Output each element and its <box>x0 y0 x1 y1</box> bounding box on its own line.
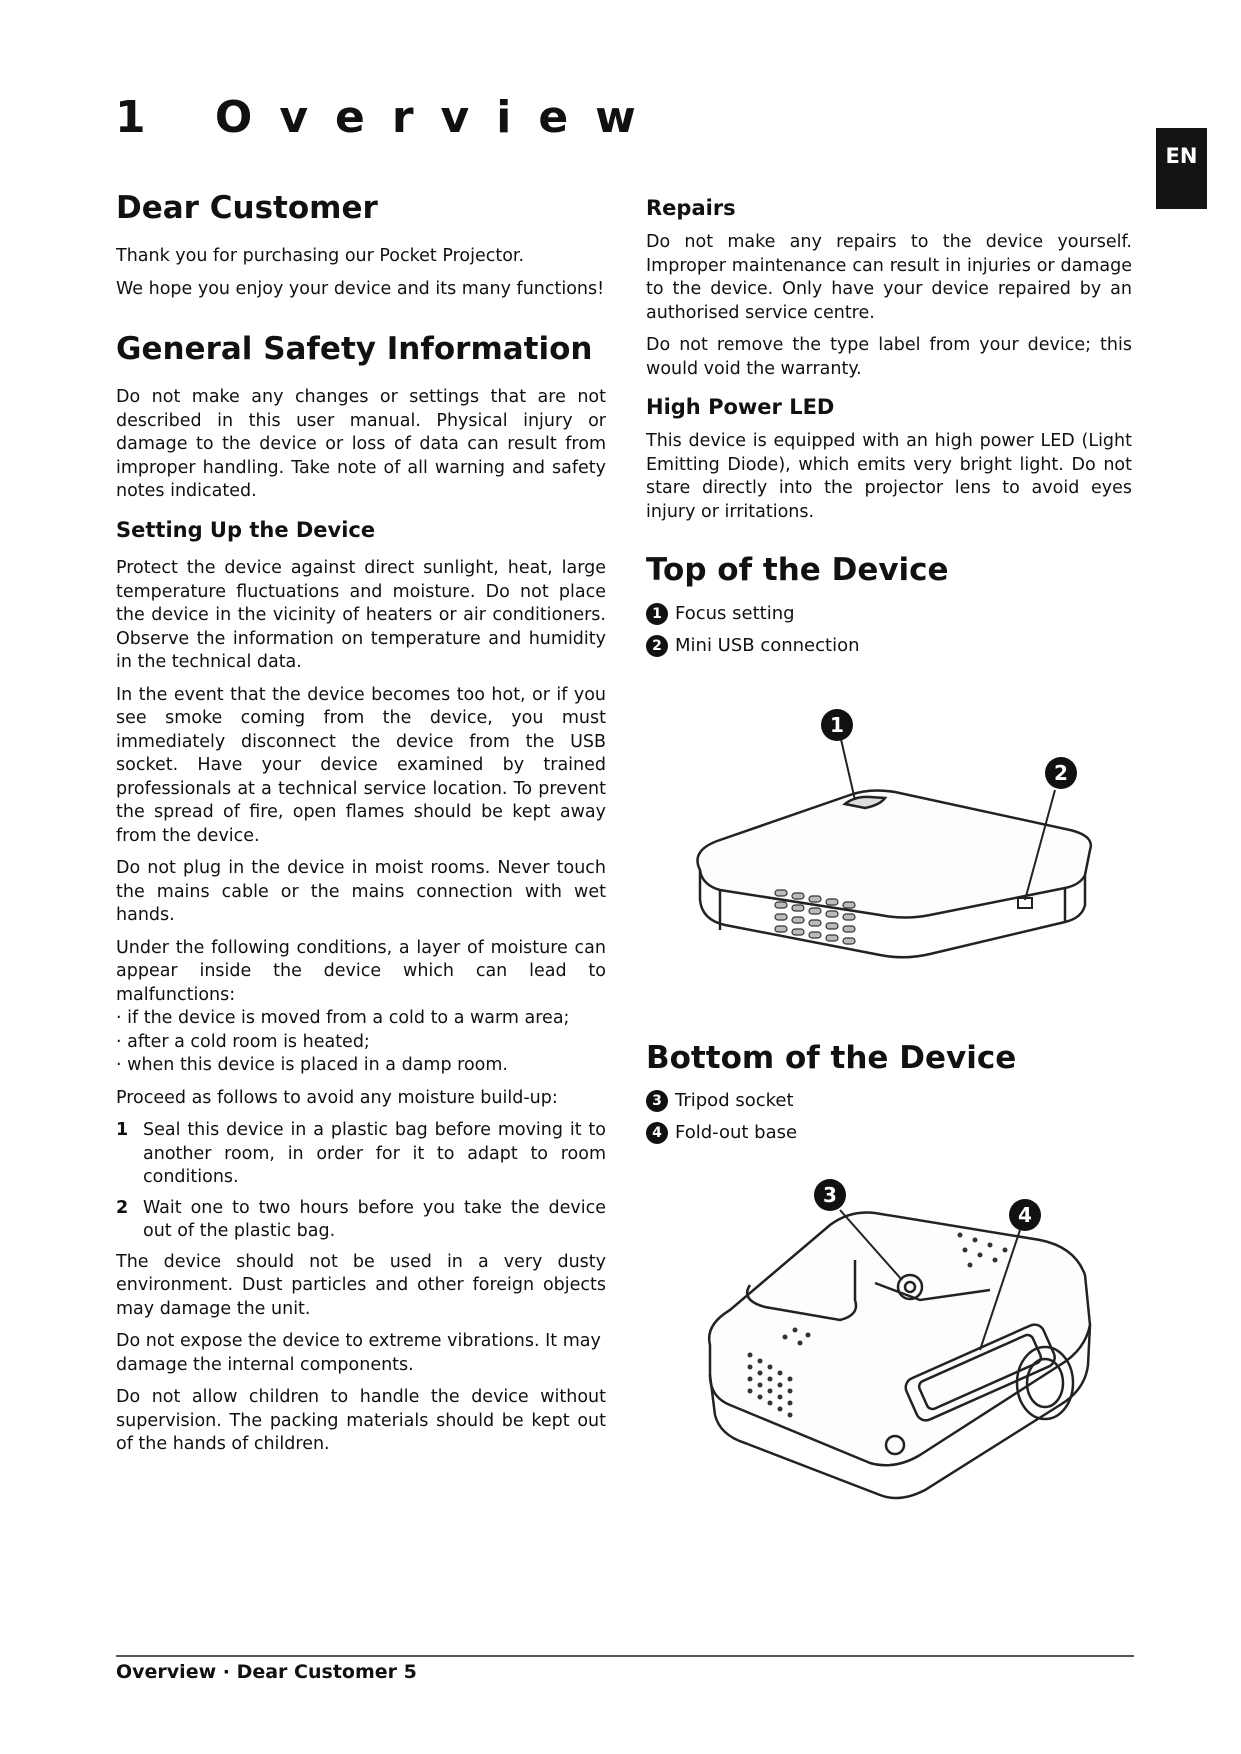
list-item: · if the device is moved from a cold to a warm area; <box>116 1008 570 1029</box>
setup-text-3: Do not plug in the device in moist rooms. Never touch the mains cable or the mains connection with wet hands. <box>116 858 606 926</box>
legend-label: Focus setting <box>675 602 795 624</box>
repairs-heading: Repairs <box>646 196 736 220</box>
callout-4-label: 4 <box>1018 1203 1032 1227</box>
bottom-of-device-illustration <box>690 1165 1100 1505</box>
top-device-heading: Top of the Device <box>646 552 949 589</box>
legend-label: Tripod socket <box>675 1090 794 1112</box>
setup-text-6: The device should not be used in a very dusty environment. Dust particles and other foreign objects may damage the unit. <box>116 1251 606 1319</box>
legend-label: Fold-out base <box>675 1122 798 1144</box>
callout-1-label: 1 <box>830 713 844 737</box>
language-tab: EN <box>1156 128 1207 209</box>
legend-item-usb <box>646 634 1132 658</box>
led-text: This device is equipped with an high power LED (Light Emitting Diode), which emits very bright light. Do not stare directly into the projector lens to avoid eyes injury or irritations. <box>646 431 1132 522</box>
list-item: · after a cold room is heated; <box>116 1031 370 1052</box>
setup-text-2: In the event that the device becomes too hot, or if you see smoke coming from the device, you must immediately disconnect the device from the USB socket. Have your device examined by trained professionals at a technical service location. To prevent the spread of fire, open flames should be kept away from the device. <box>116 684 606 846</box>
callout-badge: 2 <box>646 635 668 657</box>
footer-divider <box>116 1655 1134 1657</box>
setup-text-4: Under the following conditions, a layer of moisture can appear inside the device which can lead to malfunctions: <box>116 937 606 1005</box>
callout-3-label: 3 <box>823 1183 837 1207</box>
top-of-device-illustration <box>680 700 1100 1000</box>
legend-item-base <box>646 1121 1132 1145</box>
dear-customer-heading: Dear Customer <box>116 190 378 226</box>
step-number: 1 <box>116 1120 129 1141</box>
list-item: · when this device is placed in a damp room. <box>116 1055 508 1076</box>
step-text: Wait one to two hours before you take the device out of the plastic bag. <box>143 1197 606 1242</box>
chapter-title: 1 Overview <box>115 92 663 143</box>
setup-text-7: Do not expose the device to extreme vibrations. It may damage the internal components. <box>116 1331 601 1375</box>
moisture-conditions-list <box>116 1007 606 1078</box>
step-item <box>116 1119 606 1190</box>
callout-badge: 3 <box>646 1090 668 1112</box>
repairs-text-2: Do not remove the type label from your device; this would void the warranty. <box>646 335 1132 379</box>
setup-text-5: Proceed as follows to avoid any moisture build-up: <box>116 1087 558 1108</box>
callout-2-label: 2 <box>1054 761 1068 785</box>
callout-badge: 1 <box>646 603 668 625</box>
setup-text-8: Do not allow children to handle the device without supervision. The packing materials should be kept out of the hands of children. <box>116 1387 606 1455</box>
right-column <box>646 196 1132 666</box>
legend-item-focus <box>646 602 1132 626</box>
legend-item-tripod <box>646 1089 1132 1113</box>
bottom-device-section <box>646 1040 1132 1153</box>
safety-heading: General Safety Information <box>116 331 593 368</box>
dear-customer-text-1: Thank you for purchasing our Pocket Projector. <box>116 246 525 267</box>
page-footer: Overview · Dear Customer 5 <box>116 1661 417 1683</box>
repairs-text-1: Do not make any repairs to the device yourself. Improper maintenance can result in injuries or damage to the device. Only have your device repaired by an authorised service centre. <box>646 232 1132 323</box>
step-text: Seal this device in a plastic bag before moving it to another room, in order for it to adapt to room conditions. <box>143 1120 606 1188</box>
left-column <box>116 190 606 1466</box>
step-item <box>116 1197 606 1244</box>
setup-heading: Setting Up the Device <box>116 517 376 542</box>
setup-text-1: Protect the device against direct sunlight, heat, large temperature fluctuations and moisture. Do not place the device in the vicinity of heaters or air conditioners. Observe the information on temperature and humidity in the technical data. <box>116 558 606 673</box>
dear-customer-text-2: We hope you enjoy your device and its many functions! <box>116 278 605 299</box>
step-number: 2 <box>116 1197 129 1218</box>
led-heading: High Power LED <box>646 395 835 420</box>
safety-intro: Do not make any changes or settings that are not described in this user manual. Physical injury or damage to the device or loss of data can result from improper handling. Take note of all warning and safety notes indicated. <box>116 387 606 502</box>
legend-label: Mini USB connection <box>675 634 860 656</box>
bottom-device-heading: Bottom of the Device <box>646 1040 1017 1076</box>
callout-badge: 4 <box>646 1122 668 1144</box>
